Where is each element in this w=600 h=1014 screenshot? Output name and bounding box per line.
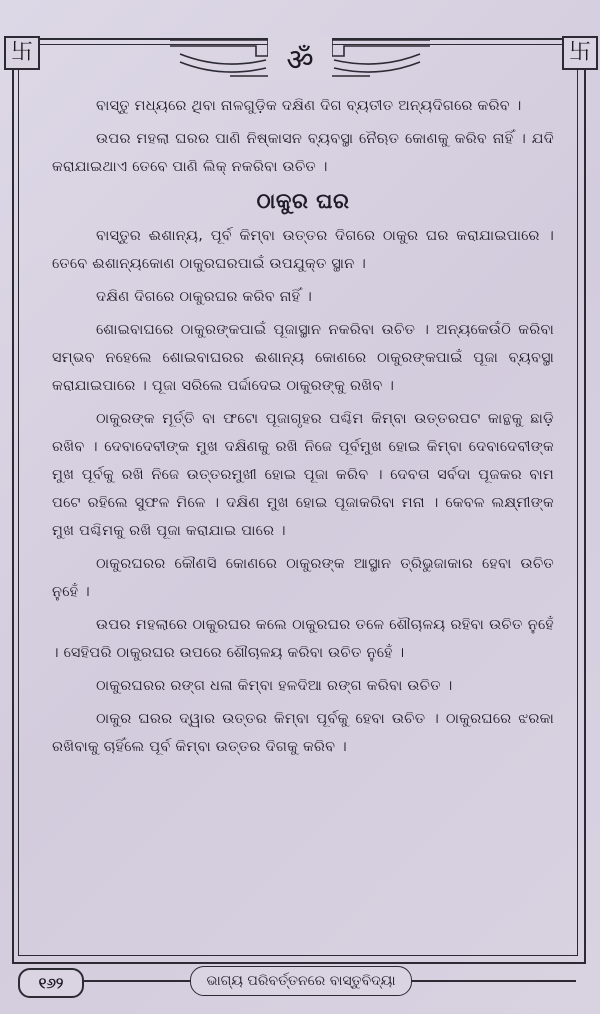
paragraph: ବାସ୍ତୁ ମଧ୍ୟରେ ଥିବା ନାଳଗୁଡ଼ିକ ଦକ୍ଷିଣ ଦିଗ ବ୍ୟତୀତ ଅନ୍ୟଦିଗରେ କରିବ । — [96, 97, 522, 114]
paragraph: ଉପର ମହଲା ଘରର ପାଣି ନିଷ୍କାସନ ବ୍ୟବସ୍ଥା ନୈଋତ କୋଣକୁ କରିବ ନାହିଁ । ଯଦି କରାଯାଇଥାଏ ତେବେ ପାଣି ଲିକ୍ ନକରିବା ଉଚିତ । — [52, 130, 554, 175]
corner-swastika-left — [4, 36, 40, 70]
footer-rule-right — [410, 980, 576, 982]
paragraph: ଠାକୁରଘରର ରଙ୍ଗ ଧଳା କିମ୍ବା ହଳଦିଆ ରଙ୍ଗ କରିବା ଉଚିତ । — [96, 677, 453, 694]
paragraph: ଦକ୍ଷିଣ ଦିଗରେ ଠାକୁରଘର କରିବ ନାହିଁ । — [96, 288, 312, 305]
swastika-icon: 卐 — [10, 40, 33, 65]
corner-swastika-right — [562, 36, 598, 70]
section-heading: ଠାକୁର ଘର — [256, 189, 350, 213]
paragraph: ଠାକୁର ଘରର ଦ୍ୱାର ଉତ୍ତର କିମ୍ବା ପୂର୍ବକୁ ହେବା ଉଚିତ । ଠାକୁରଘରେ ଝରକା ରଖିବାକୁ ଚାହିଁଲେ ପୂର୍ବ କିମ୍ବା ଉତ୍ତର ଦିଗକୁ କରିବ । — [52, 710, 554, 755]
page-footer — [18, 960, 576, 1004]
page-number: ୧୬୨ — [18, 968, 84, 998]
page-content — [52, 92, 554, 766]
paragraph: ବାସ୍ତୁର ଈଶାନ୍ୟ, ପୂର୍ବ କିମ୍ବା ଉତ୍ତର ଦିଗରେ ଠାକୁର ଘର କରାଯାଇପାରେ । ତେବେ ଈଶାନ୍ୟକୋଣ ଠାକୁରଘରପାଇଁ ଉପଯୁକ୍ତ ସ୍ଥାନ । — [52, 227, 554, 272]
paragraph: ଠାକୁରଙ୍କ ମୂର୍ତ୍ତି ବା ଫଟୋ ପୂଜାଗୃହର ପଶ୍ଚିମ କିମ୍ବା ଉତ୍ତରପଟ କାନ୍ଥକୁ ଛାଡ଼ି ରଖିବ । ଦେବାଦେବୀଙ୍କ ମୁଖ ଦକ୍ଷିଣକୁ ରଖି ନିଜେ ପୂର୍ବମୁଖ ହୋଇ କିମ୍ବା ଦେବାଦେବୀଙ୍କ ମୁଖ ପୂର୍ବକୁ ରଖି ନିଜେ ଉତ୍ତରମୁଖୀ ହୋଇ ପୂଜା କରିବ । ଦେବତା ସର୍ବଦା ପୂଜକର ବାମ ପଟେ ରହିଲେ ସୁଫଳ ମିଳେ । ଦକ୍ଷିଣ ମୁଖ ହୋଇ ପୂଜାକରିବା ମନା । କେବଳ ଲକ୍ଷ୍ମୀଙ୍କ ମୁଖ ପଶ୍ଚିମକୁ ରଖି ପୂଜା କରାଯାଇ ପାରେ । — [52, 410, 554, 539]
footer-rule-left — [82, 980, 190, 982]
om-icon: ॐ — [286, 42, 314, 78]
om-emblem — [268, 36, 332, 80]
paragraph: ଶୋଇବାଘରେ ଠାକୁରଙ୍କପାଇଁ ପୂଜାସ୍ଥାନ ନକରିବା ଉଚିତ । ଅନ୍ୟକେଉଁଠି କରିବା ସମ୍ଭବ ନହେଲେ ଶୋଇବାଘରର ଈଶାନ୍ୟ କୋଣରେ ଠାକୁରଙ୍କପାଇଁ ପୂଜା ବ୍ୟବସ୍ଥା କରାଯାଇପାରେ । ପୂଜା ସରିଲେ ପର୍ଦ୍ଦାଦେଇ ଠାକୁରଙ୍କୁ ରଖିବ । — [52, 321, 554, 394]
swastika-icon: 卐 — [568, 40, 591, 65]
running-title: ଭାଗ୍ୟ ପରିବର୍ତ୍ତନରେ ବାସ୍ତୁବିଦ୍ୟା — [190, 966, 412, 996]
paragraph: ଠାକୁରଘରର କୌଣସି କୋଣରେ ଠାକୁରଙ୍କ ଆସ୍ଥାନ ତ୍ରିଭୁଜାକାର ହେବା ଉଚିତ ନୁହେଁ । — [52, 555, 554, 600]
paragraph: ଉପର ମହଲାରେ ଠାକୁରଘର କଲେ ଠାକୁରଘର ତଳେ ଶୌଚାଳୟ ରହିବା ଉଚିତ ନୁହେଁ । ସେହିପରି ଠାକୁରଘର ଉପରେ ଶୌଚାଳୟ କରିବା ଉଚିତ ନୁହେଁ । — [52, 616, 554, 661]
